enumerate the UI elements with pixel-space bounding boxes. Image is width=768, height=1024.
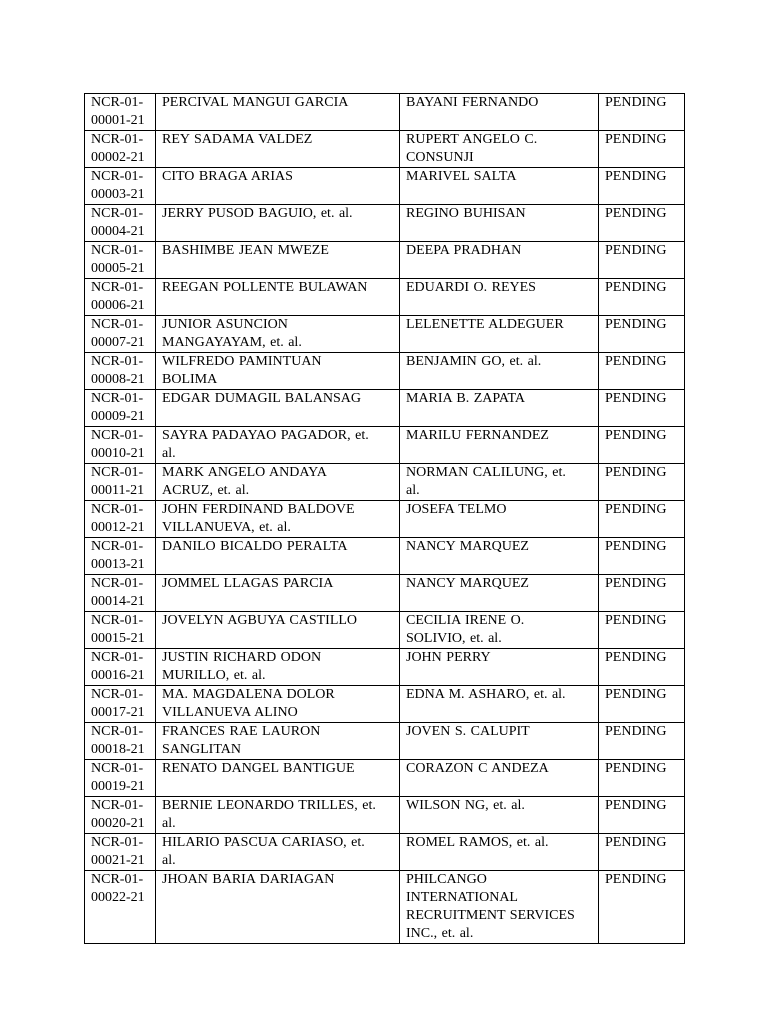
table-row: [85, 131, 685, 168]
case-number-cell: [85, 131, 156, 168]
status-cell: [599, 760, 685, 797]
case-number-cell: [85, 464, 156, 501]
respondent-name: WILSON NG, et. al.: [406, 798, 525, 813]
status-cell: [599, 427, 685, 464]
case-number: NCR-01- 00016-21: [91, 650, 145, 683]
case-number-cell: [85, 612, 156, 649]
case-number: NCR-01- 00017-21: [91, 687, 145, 720]
case-status: PENDING: [605, 465, 667, 480]
respondent-name: BAYANI FERNANDO: [406, 95, 539, 110]
complainant-name: BASHIMBE JEAN MWEZE: [162, 243, 329, 258]
status-cell: [599, 353, 685, 390]
respondent-cell: [400, 205, 599, 242]
complainant-name: JUNIOR ASUNCION MANGAYAYAM, et. al.: [162, 317, 302, 350]
respondent-cell: [400, 279, 599, 316]
status-cell: [599, 871, 685, 944]
complainant-cell: [156, 797, 400, 834]
respondent-cell: [400, 612, 599, 649]
complainant-cell: [156, 649, 400, 686]
table-row: [85, 168, 685, 205]
case-status: PENDING: [605, 872, 667, 887]
status-cell: [599, 464, 685, 501]
case-number: NCR-01- 00019-21: [91, 761, 145, 794]
respondent-name: PHILCANGO INTERNATIONAL RECRUITMENT SERVICES INC., et. al.: [406, 872, 575, 941]
case-status: PENDING: [605, 502, 667, 517]
case-status: PENDING: [605, 354, 667, 369]
case-status: PENDING: [605, 576, 667, 591]
complainant-name: JOVELYN AGBUYA CASTILLO: [162, 613, 358, 628]
table-row: [85, 686, 685, 723]
case-number-cell: [85, 649, 156, 686]
table-row: [85, 94, 685, 131]
status-cell: [599, 94, 685, 131]
status-cell: [599, 279, 685, 316]
status-cell: [599, 538, 685, 575]
case-status: PENDING: [605, 428, 667, 443]
status-cell: [599, 612, 685, 649]
respondent-name: BENJAMIN GO, et. al.: [406, 354, 542, 369]
table-row: [85, 390, 685, 427]
table-row: [85, 242, 685, 279]
case-status: PENDING: [605, 206, 667, 221]
respondent-name: EDNA M. ASHARO, et. al.: [406, 687, 566, 702]
complainant-name: JERRY PUSOD BAGUIO, et. al.: [162, 206, 353, 221]
respondent-name: NANCY MARQUEZ: [406, 576, 529, 591]
status-cell: [599, 797, 685, 834]
status-cell: [599, 131, 685, 168]
status-cell: [599, 501, 685, 538]
case-number: NCR-01- 00021-21: [91, 835, 145, 868]
status-cell: [599, 242, 685, 279]
complainant-name: MA. MAGDALENA DOLOR VILLANUEVA ALINO: [162, 687, 335, 720]
case-number-cell: [85, 242, 156, 279]
status-cell: [599, 390, 685, 427]
complainant-cell: [156, 316, 400, 353]
case-number-cell: [85, 94, 156, 131]
case-table-body: [85, 94, 685, 944]
status-cell: [599, 575, 685, 612]
complainant-name: HILARIO PASCUA CARIASO, et. al.: [162, 835, 365, 868]
case-status: PENDING: [605, 724, 667, 739]
respondent-cell: [400, 538, 599, 575]
table-row: [85, 612, 685, 649]
case-number-cell: [85, 686, 156, 723]
respondent-cell: [400, 686, 599, 723]
complainant-cell: [156, 612, 400, 649]
respondent-name: CECILIA IRENE O. SOLIVIO, et. al.: [406, 613, 525, 646]
respondent-cell: [400, 797, 599, 834]
complainant-cell: [156, 501, 400, 538]
case-number-cell: [85, 575, 156, 612]
case-number-cell: [85, 427, 156, 464]
respondent-cell: [400, 94, 599, 131]
case-number-cell: [85, 538, 156, 575]
case-number-cell: [85, 390, 156, 427]
case-status: PENDING: [605, 761, 667, 776]
respondent-cell: [400, 649, 599, 686]
status-cell: [599, 316, 685, 353]
respondent-cell: [400, 316, 599, 353]
case-number: NCR-01- 00007-21: [91, 317, 145, 350]
complainant-cell: [156, 279, 400, 316]
table-row: [85, 760, 685, 797]
respondent-name: RUPERT ANGELO C. CONSUNJI: [406, 132, 538, 165]
complainant-name: JOHN FERDINAND BALDOVE VILLANUEVA, et. al.: [162, 502, 355, 535]
status-cell: [599, 649, 685, 686]
respondent-cell: [400, 242, 599, 279]
case-number-cell: [85, 168, 156, 205]
respondent-cell: [400, 575, 599, 612]
case-status: PENDING: [605, 650, 667, 665]
case-number-cell: [85, 723, 156, 760]
respondent-name: EDUARDI O. REYES: [406, 280, 536, 295]
case-number: NCR-01- 00002-21: [91, 132, 145, 165]
case-number: NCR-01- 00012-21: [91, 502, 145, 535]
status-cell: [599, 723, 685, 760]
respondent-cell: [400, 390, 599, 427]
respondent-cell: [400, 168, 599, 205]
complainant-name: WILFREDO PAMINTUAN BOLIMA: [162, 354, 322, 387]
complainant-cell: [156, 760, 400, 797]
case-number: NCR-01- 00013-21: [91, 539, 145, 572]
respondent-cell: [400, 427, 599, 464]
complainant-name: JHOAN BARIA DARIAGAN: [162, 872, 335, 887]
table-row: [85, 797, 685, 834]
case-number: NCR-01- 00022-21: [91, 872, 145, 905]
table-row: [85, 723, 685, 760]
complainant-cell: [156, 464, 400, 501]
respondent-name: ROMEL RAMOS, et. al.: [406, 835, 549, 850]
case-status: PENDING: [605, 391, 667, 406]
respondent-name: DEEPA PRADHAN: [406, 243, 522, 258]
case-number: NCR-01- 00005-21: [91, 243, 145, 276]
case-number-cell: [85, 279, 156, 316]
case-status: PENDING: [605, 243, 667, 258]
complainant-name: RENATO DANGEL BANTIGUE: [162, 761, 355, 776]
complainant-name: DANILO BICALDO PERALTA: [162, 539, 348, 554]
case-number: NCR-01- 00014-21: [91, 576, 145, 609]
complainant-cell: [156, 205, 400, 242]
case-number: NCR-01- 00009-21: [91, 391, 145, 424]
complainant-cell: [156, 723, 400, 760]
complainant-name: CITO BRAGA ARIAS: [162, 169, 293, 184]
table-row: [85, 649, 685, 686]
case-number-cell: [85, 797, 156, 834]
case-status: PENDING: [605, 169, 667, 184]
complainant-name: MARK ANGELO ANDAYA ACRUZ, et. al.: [162, 465, 327, 498]
complainant-cell: [156, 131, 400, 168]
complainant-name: REY SADAMA VALDEZ: [162, 132, 313, 147]
respondent-name: JOHN PERRY: [406, 650, 491, 665]
respondent-name: LELENETTE ALDEGUER: [406, 317, 564, 332]
case-number-cell: [85, 205, 156, 242]
case-status: PENDING: [605, 687, 667, 702]
table-row: [85, 279, 685, 316]
respondent-name: JOVEN S. CALUPIT: [406, 724, 530, 739]
status-cell: [599, 168, 685, 205]
table-row: [85, 834, 685, 871]
table-row: [85, 316, 685, 353]
complainant-cell: [156, 427, 400, 464]
case-number: NCR-01- 00020-21: [91, 798, 145, 831]
respondent-name: MARIA B. ZAPATA: [406, 391, 525, 406]
complainant-name: BERNIE LEONARDO TRILLES, et. al.: [162, 798, 376, 831]
complainant-name: FRANCES RAE LAURON SANGLITAN: [162, 724, 321, 757]
case-status: PENDING: [605, 132, 667, 147]
complainant-cell: [156, 168, 400, 205]
case-number-cell: [85, 316, 156, 353]
case-status: PENDING: [605, 835, 667, 850]
case-number: NCR-01- 00010-21: [91, 428, 145, 461]
table-row: [85, 575, 685, 612]
table-row: [85, 464, 685, 501]
table-row: [85, 427, 685, 464]
case-number-cell: [85, 760, 156, 797]
respondent-cell: [400, 760, 599, 797]
respondent-name: NANCY MARQUEZ: [406, 539, 529, 554]
complainant-cell: [156, 871, 400, 944]
respondent-cell: [400, 353, 599, 390]
respondent-cell: [400, 723, 599, 760]
complainant-name: EDGAR DUMAGIL BALANSAG: [162, 391, 362, 406]
table-row: [85, 353, 685, 390]
complainant-name: REEGAN POLLENTE BULAWAN: [162, 280, 368, 295]
respondent-name: REGINO BUHISAN: [406, 206, 526, 221]
respondent-cell: [400, 501, 599, 538]
case-number: NCR-01- 00015-21: [91, 613, 145, 646]
case-status: PENDING: [605, 317, 667, 332]
status-cell: [599, 686, 685, 723]
table-row: [85, 501, 685, 538]
respondent-name: MARILU FERNANDEZ: [406, 428, 549, 443]
case-number: NCR-01- 00011-21: [91, 465, 145, 498]
complainant-name: JOMMEL LLAGAS PARCIA: [162, 576, 334, 591]
case-number: NCR-01- 00001-21: [91, 95, 145, 128]
respondent-cell: [400, 871, 599, 944]
respondent-name: NORMAN CALILUNG, et. al.: [406, 465, 566, 498]
complainant-cell: [156, 94, 400, 131]
case-status: PENDING: [605, 798, 667, 813]
complainant-cell: [156, 686, 400, 723]
case-number: NCR-01- 00004-21: [91, 206, 145, 239]
case-status: PENDING: [605, 95, 667, 110]
case-number: NCR-01- 00003-21: [91, 169, 145, 202]
respondent-name: MARIVEL SALTA: [406, 169, 517, 184]
status-cell: [599, 834, 685, 871]
case-number: NCR-01- 00018-21: [91, 724, 145, 757]
complainant-cell: [156, 242, 400, 279]
case-status: PENDING: [605, 539, 667, 554]
complainant-cell: [156, 538, 400, 575]
case-number: NCR-01- 00006-21: [91, 280, 145, 313]
table-row: [85, 205, 685, 242]
respondent-cell: [400, 834, 599, 871]
table-row: [85, 871, 685, 944]
complainant-name: SAYRA PADAYAO PAGADOR, et. al.: [162, 428, 369, 461]
case-number-cell: [85, 353, 156, 390]
case-number-cell: [85, 834, 156, 871]
table-row: [85, 538, 685, 575]
case-number-cell: [85, 871, 156, 944]
respondent-cell: [400, 464, 599, 501]
case-number-cell: [85, 501, 156, 538]
complainant-name: JUSTIN RICHARD ODON MURILLO, et. al.: [162, 650, 322, 683]
respondent-name: CORAZON C ANDEZA: [406, 761, 549, 776]
complainant-cell: [156, 834, 400, 871]
status-cell: [599, 205, 685, 242]
complainant-cell: [156, 390, 400, 427]
complainant-cell: [156, 353, 400, 390]
respondent-name: JOSEFA TELMO: [406, 502, 507, 517]
complainant-name: PERCIVAL MANGUI GARCIA: [162, 95, 349, 110]
case-status: PENDING: [605, 280, 667, 295]
case-table: [84, 93, 685, 944]
respondent-cell: [400, 131, 599, 168]
case-status: PENDING: [605, 613, 667, 628]
case-number: NCR-01- 00008-21: [91, 354, 145, 387]
complainant-cell: [156, 575, 400, 612]
